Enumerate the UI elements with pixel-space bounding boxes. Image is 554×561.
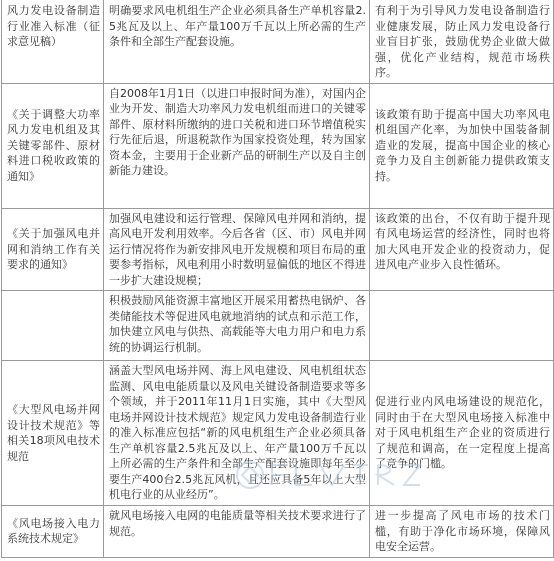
policy-content: 就风电场接入电网的电能质量等相关技术要求进行了规范。 [109,509,366,538]
table-row [2,83,554,208]
table-row [2,208,554,291]
policy-name-cell [2,208,104,291]
table-row [2,291,554,361]
policy-content-cell [104,291,370,361]
policy-content-cell [104,0,370,83]
policy-impact: 促进行业内风电场建设的规范化，同时由于在大型风电场接入标准中对于风电机组生产企业的资质进行了规范和调高，在一定程度上提高了竞争的门槛。 [375,395,550,471]
policy-content: 积极鼓励风能资源丰富地区开展采用蓄热电锅炉、各类储能技术等促进风电就地消纳的试点和示范工作，加快建立风电与供热、高载能等大电力用户和电力系统的协调运行机制。 [109,294,366,354]
policy-impact: 进一步提高了风电市场的技术门槛，有助于净化市场环境，保障风电安全运营。 [375,509,550,553]
policy-name-cell [2,83,104,208]
policy-name-cell [2,291,104,361]
policy-content: 加强风电建设和运行管理、保障风电并网和消纳，提高风电开发利用效率。今后各省（区、市）风电并网运行情况将作为新安排风电开发规模和项目布局的重要参考指标，风电利用小时数明显偏低的地区不得进一步扩大建设规模； [109,211,366,287]
policy-name: 《风电场接入电力系统技术规定》 [7,516,100,546]
policy-impact-cell [370,506,554,558]
policy-content-cell [104,83,370,208]
policy-name-cell [2,506,104,558]
policy-impact: 该政策有助于提高中国大功率风电机组国产化率，为加快中国装备制造业的发展，提高中国企业的核心竞争力及自主创新能力提供政策支持。 [375,107,550,183]
policy-table [1,0,554,558]
policy-content: 涵盖大型风电场并网、海上风电建设、风电机组状态监测、风电电能质量以及风电关键设备制造要求等多个领域，并于2011年11月1日实施，其中《大型风电场并网设计技术规范》规定风力发电设备制造行业的准入标准应包括“新的风电机组生产企业必须具备生产单机容量2.5兆瓦及以上、年产量100万千瓦以上所必需的生产条件和全部生产配套设施即每年至少要生产400台2.5兆瓦风机，且还应具备5年以上大型机电行业的从业经历”。 [109,364,366,501]
policy-content-cell [104,361,370,506]
policy-impact-cell [370,0,554,83]
table-row [2,506,554,558]
policy-content: 明确要求风电机组生产企业必须具备生产单机容量2.5兆瓦及以上、年产量100万千瓦以上所必需的生产条件和全部生产配套设施。 [109,4,366,48]
policy-impact: 该政策的出台，不仅有助于提升现有风电场运营的经济性，同时也将加大风电开发企业的投资动力，促进风电产业步入良性循环。 [375,211,550,271]
policy-impact-cell [370,208,554,291]
policy-impact-cell [370,361,554,506]
policy-name: 《关于调整大功率风力发电机组及其关键零部件、原材料进口税收政策的通知》 [7,107,100,183]
policy-name: 《关于加强风电并网和消纳工作有关要求的通知》 [7,227,100,271]
policy-content: 自2008年1月1日（以进口申报时间为准），对国内企业为开发、制造大功率风力发电机组而进口的关键零部件、原材料所缴纳的进口关税和进口环节增值税实行先征后退，所退税款作为国家投资处理，转为国家资本金，主要用于企业新产品的研制生产以及自主创新能力建设。 [109,86,366,177]
table-row [2,361,554,506]
table-row [2,0,554,83]
policy-name: 《大型风电场并网设计技术规范》等相关18项风电技术规范 [7,403,100,463]
policy-content-cell [104,506,370,558]
policy-impact-cell [370,83,554,208]
policy-name: 风力发电设备制造行业准入标准（征求意见稿） [7,4,100,48]
policy-impact-cell [370,291,554,361]
policy-impact: 有利于为引导风力发电设备制造行业健康发展，防止风力发电设备行业盲目扩张，鼓励优势企业做大做强，优化产业结构，规范市场秩序。 [375,4,550,79]
policy-name-cell [2,0,104,83]
policy-name-cell [2,361,104,506]
policy-content-cell [104,208,370,291]
